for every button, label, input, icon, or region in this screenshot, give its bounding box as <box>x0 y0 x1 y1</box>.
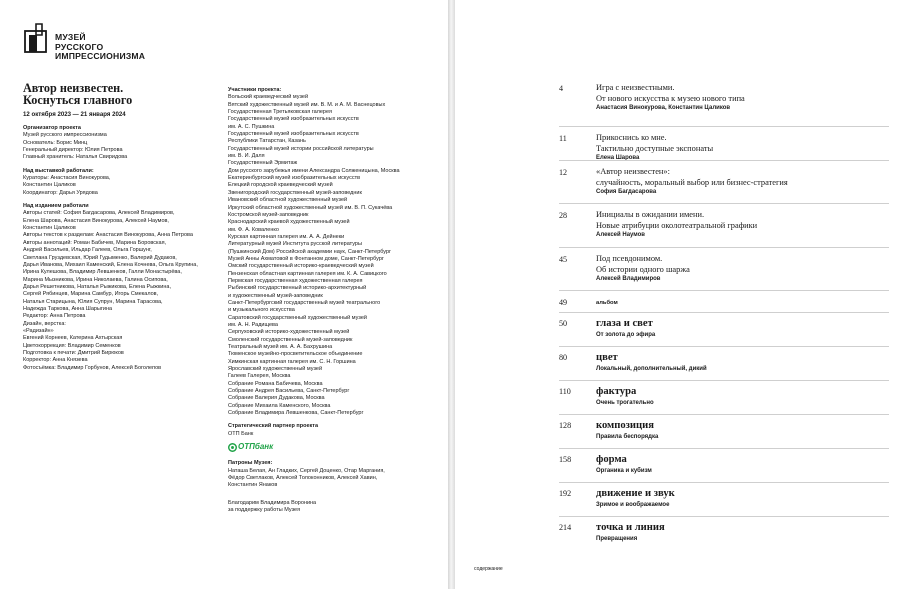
toc-article-entry <box>559 160 889 203</box>
credits-line: Корректор: Анна Князева <box>23 357 88 364</box>
patron-line: Фёдор Светлаков, Алексей Толоконников, Алексей Хавин, <box>228 474 378 481</box>
museum-logo <box>24 23 146 62</box>
participant-item: Рыбинский государственный историко-архитектурный <box>228 285 367 292</box>
title-line: Коснуться главного <box>23 93 133 108</box>
credits-line: Ирина Кулешова, Владимир Левшенков, Галли Монастырёва, <box>23 269 182 276</box>
participant-item: и музыкального искусства <box>228 307 295 314</box>
toc-article-title-line: Прикоснись ко мне. <box>596 133 667 142</box>
otp-bank-logo <box>228 441 443 453</box>
logo-line: ИМПРЕССИОНИЗМА <box>55 51 146 62</box>
participant-item: Собрание Валерия Дудакова, Москва <box>228 395 325 402</box>
toc-article-title-line: От нового искусства к музею нового типа <box>596 93 745 103</box>
participant-item: Костромской музей-заповедник <box>228 211 309 218</box>
participant-item: Республики Татарстан, Казань <box>228 138 306 145</box>
toc-page-number: 28 <box>559 211 568 220</box>
credits-line: Надежда Таркова, Анна Шарыгина <box>23 305 113 312</box>
participant-item: Государственный музей истории российской литературы <box>228 145 374 152</box>
credits-column <box>23 125 228 378</box>
toc-page-number: 110 <box>559 387 571 396</box>
participant-item: им. А. Н. Радищева <box>228 322 278 328</box>
credits-line: Дарья Решетникова, Наталья Рыжикова, Елена Рыжкина, <box>23 283 171 290</box>
toc-article-title-line: Новые атрибуции околотеатральной графики <box>596 220 758 230</box>
toc-article-body <box>596 254 889 284</box>
toc-section-title: глаза и свет <box>596 318 653 329</box>
toc-page-number: 80 <box>559 353 568 362</box>
toc-page-number: 45 <box>559 255 568 264</box>
toc-section-entry <box>559 516 889 550</box>
participant-item: Серпуховский историко-художественный музей <box>228 329 350 336</box>
credits-line: Генеральный директор: Юлия Петрова <box>23 147 123 154</box>
credits-line: Дизайн, верстка: <box>23 320 66 327</box>
table-of-contents <box>559 83 889 550</box>
toc-page-number: 11 <box>559 134 567 143</box>
patron-line: Наташа Белая, Ан Гладких, Сергей Доценко, Отар Маргания, <box>228 467 385 474</box>
toc-article-title-line: «Автор неизвестен»: <box>596 167 670 176</box>
participant-item: Государственный музей изобразительных искусств <box>228 116 359 123</box>
exhibition-title <box>23 82 132 107</box>
participant-item: Елецкий городской краеведческий музей <box>228 182 333 189</box>
credits-line: Фотосъёмка: Владимир Горбунов, Алексей Боголепов <box>23 364 162 371</box>
toc-article-title-line: Об истории одного шаржа <box>596 264 690 274</box>
logo-line: МУЗЕЙ <box>55 32 86 42</box>
toc-article-title-line: случайность, моральный выбор или бизнес-стратегия <box>596 177 788 187</box>
thanks-line: за поддержку работы Музея <box>228 506 301 513</box>
toc-section-entry <box>559 346 889 380</box>
participant-item: Иркутский областной художественный музей им. В. П. Сукачёва <box>228 204 393 211</box>
toc-article-author: Анастасия Винокурова, Константин Цаликов <box>596 105 731 112</box>
toc-page-number: 128 <box>559 421 572 430</box>
participant-item: Санкт-Петербургский государственный музей театрального <box>228 299 381 306</box>
toc-page-number: 50 <box>559 319 568 328</box>
toc-section-subtitle: Зримое и воображаемое <box>596 501 670 508</box>
credits-block <box>23 168 228 197</box>
credits-line: Марина Мызникова, Ирина Николаева, Галина Осипова, <box>23 276 168 283</box>
credits-line: Подготовка к печати: Дмитрий Бирюков <box>23 349 124 356</box>
patrons-list <box>228 468 443 490</box>
credits-block <box>23 203 228 372</box>
toc-article-title-line: Тактильно доступные экспонаты <box>596 143 714 153</box>
toc-section-subtitle: Правила беспорядка <box>596 433 659 440</box>
toc-section-body <box>596 318 889 339</box>
toc-section-title: композиция <box>596 420 654 431</box>
participant-item: Пермская государственная художественная галерея <box>228 277 363 284</box>
credits-line: Сергей Рябинцев, Марина Самбур, Игорь Смекалов, <box>23 291 159 298</box>
credits-line: Цветокоррекция: Владимир Семенков <box>23 342 121 349</box>
toc-article-title-line: Игра с неизвестными. <box>596 83 675 92</box>
participant-item: Дом русского зарубежья имени Александра Солженицына, Москва <box>228 167 400 174</box>
participant-item: Химкинская картинная галерея им. С. Н. Горшина <box>228 358 356 365</box>
credits-line: Андрей Васильев, Ильдар Галеев, Ольга Горшунг, <box>23 247 152 254</box>
credits-line: Константин Цаликов <box>23 225 76 232</box>
toc-article-entry <box>559 203 889 247</box>
participant-item: Ивановский областной художественный музей <box>228 197 348 204</box>
participant-item: Государственный музей изобразительных искусств <box>228 131 359 138</box>
toc-article-entry <box>559 126 889 160</box>
participant-item: Музей Анны Ахматовой в Фонтанном доме, Санкт-Петербург <box>228 255 384 262</box>
participant-item: Галеев Галерея, Москва <box>228 373 291 380</box>
credits-line: Главный хранитель: Наталья Свиридова <box>23 154 128 161</box>
exhibition-dates: 12 октября 2023 — 21 января 2024 <box>23 111 126 118</box>
patron-line: Константин Янаков <box>228 482 278 489</box>
participant-item: Литературный музей Института русской литературы <box>228 241 362 248</box>
credits-line: Основатель: Борис Минц <box>23 139 88 146</box>
toc-album-entry <box>559 290 889 312</box>
toc-section-title: фактура <box>596 386 637 397</box>
toc-section-subtitle: Превращения <box>596 535 638 542</box>
participants-heading: Участники проекта: <box>228 87 282 93</box>
toc-section-entry <box>559 380 889 414</box>
credits-heading: Над изданием работали <box>23 203 89 210</box>
toc-section-title: точка и линия <box>596 522 665 533</box>
participant-item: Звенигородский государственный музей-заповедник <box>228 189 362 196</box>
participant-item: Собрание Андрея Васильева, Санкт-Петербург <box>228 388 350 395</box>
toc-article-body <box>596 133 889 163</box>
toc-section-body <box>596 386 889 407</box>
toc-page-number: 192 <box>559 489 572 498</box>
toc-section-title: форма <box>596 454 627 465</box>
toc-article-author: Елена Шарова <box>596 155 640 162</box>
partner-heading: Стратегический партнер проекта <box>228 423 319 430</box>
toc-section-subtitle: Органика и кубизм <box>596 467 652 474</box>
participant-item: и художественный музей-заповедник <box>228 292 323 299</box>
participant-item: Смоленский государственный музей-заповедник <box>228 336 353 343</box>
toc-section-title: цвет <box>596 352 618 363</box>
toc-section-body <box>596 454 889 475</box>
toc-section-body <box>596 488 889 509</box>
participant-item: Омский государственный историко-краеведческий музей <box>228 263 374 270</box>
toc-article-author: София Багдасарова <box>596 189 657 196</box>
toc-section-subtitle: Очень трогательно <box>596 399 654 406</box>
credits-heading: Организатор проекта <box>23 125 81 131</box>
toc-section-entry <box>559 312 889 346</box>
credits-block <box>23 125 228 162</box>
partner-name: ОТП Банк <box>228 430 254 437</box>
credits-line: Кураторы: Анастасия Винокурова, <box>23 175 111 182</box>
toc-section-entry <box>559 448 889 482</box>
toc-article-author: Алексей Наумов <box>596 232 645 239</box>
toc-page-number: 12 <box>559 168 568 177</box>
toc-page-number: 214 <box>559 523 572 532</box>
participant-item: Вятский художественный музей им. В. М. и А. М. Васнецовых <box>228 101 386 108</box>
participant-item: (Пушкинский Дом) Российской академии наук, Санкт-Петербург <box>228 248 392 255</box>
toc-page-number: 158 <box>559 455 572 464</box>
toc-article-author: Алексей Владимиров <box>596 276 661 283</box>
toc-album-label: альбом <box>596 300 618 306</box>
left-page <box>0 0 448 589</box>
toc-article-title-line: Инициалы в ожидании имени. <box>596 210 705 219</box>
credits-line: Авторы текстов к разделам: Анастасия Винокурова, Анна Петрова <box>23 232 193 239</box>
participants-column <box>228 87 443 520</box>
credits-line: Дарья Иванова, Михаил Каменский, Елена Кочнева, Ольга Крупина, <box>23 261 198 268</box>
credits-line: Евгений Корнеев, Катерина Ахтырская <box>23 335 123 342</box>
participant-item: Пензенская областная картинная галерея им. К. А. Савицкого <box>228 270 387 277</box>
credits-line: Елена Шарова, Анастасия Винокурова, Алексей Наумов, <box>23 217 169 224</box>
credits-line: Наталья Старицына, Юлия Супрун, Марина Тарасова, <box>23 298 163 305</box>
participant-item: Саратовский государственный художественный музей <box>228 314 367 321</box>
participant-item: им. Ф. А. Коваленко <box>228 226 279 233</box>
participant-item: Собрание Романа Бабичева, Москва <box>228 380 323 387</box>
toc-article-body <box>596 210 889 240</box>
toc-section-title: движение и звук <box>596 488 675 499</box>
museum-building-icon <box>24 23 52 53</box>
patrons-heading: Патроны Музея: <box>228 460 273 467</box>
credits-line: Светлана Груздевская, Юрий Гудыменко, Валерий Дудаков, <box>23 254 177 261</box>
participant-item: Курская картинная галерея им. А. А. Дейнеки <box>228 233 345 240</box>
toc-article-body <box>596 83 889 113</box>
toc-album-body <box>596 299 889 308</box>
otp-bank-logo-text: ОТПбанк <box>238 442 274 452</box>
credits-line: Музей русского импрессионизма <box>23 132 107 139</box>
participant-item: Собрание Владимира Левшенкова, Санкт-Петербург <box>228 410 364 417</box>
participant-item: им. В. И. Даля <box>228 153 265 160</box>
otp-bank-logo-icon <box>228 443 237 452</box>
participant-item: Краснодарский краевой художественный музей <box>228 219 350 226</box>
toc-section-body <box>596 522 889 543</box>
credits-line: Авторы аннотаций: Роман Бабичев, Марина Боровская, <box>23 239 167 246</box>
participant-item: Театральный музей им. А. А. Бахрушина <box>228 344 333 351</box>
toc-section-body <box>596 420 889 441</box>
toc-page-number: 49 <box>559 298 568 307</box>
toc-section-entry <box>559 482 889 516</box>
participant-item: Вольский краеведческий музей <box>228 94 309 101</box>
toc-article-body <box>596 167 889 197</box>
book-gutter <box>448 0 455 589</box>
toc-section-subtitle: Локальный, дополнительный, дикий <box>596 365 707 372</box>
toc-section-subtitle: От золота до эфира <box>596 331 656 338</box>
toc-article-entry <box>559 83 889 126</box>
participant-item: Екатеринбургский музей изобразительных искусств <box>228 175 361 182</box>
participant-item: им. А. С. Пушкина <box>228 123 275 130</box>
participants-list <box>228 94 443 417</box>
credits-line: Редактор: Анна Петрова <box>23 313 86 320</box>
toc-article-title-line: Под псевдонимом. <box>596 254 663 263</box>
title-line: Автор неизвестен. <box>23 81 124 95</box>
toc-section-entry <box>559 414 889 448</box>
toc-article-entry <box>559 247 889 290</box>
credits-heading: Над выставкой работали: <box>23 167 94 174</box>
credits-line: Константин Цаликов <box>23 182 76 189</box>
participant-item: Государственная Третьяковская галерея <box>228 109 333 116</box>
museum-logo-text <box>55 33 145 62</box>
participant-item: Ярославский художественный музей <box>228 366 323 373</box>
participant-item: Государственный Эрмитаж <box>228 160 298 167</box>
credits-line: Координатор: Дарья Урядова <box>23 189 98 196</box>
toc-page-number: 4 <box>559 84 564 93</box>
credits-line: Авторы статей: София Багдасарова, Алексей Владимиров, <box>23 210 175 217</box>
right-page <box>455 0 900 589</box>
credits-line: «Радизайн» <box>23 327 54 334</box>
toc-section-body <box>596 352 889 373</box>
participant-item: Собрание Михаила Каменского, Москва <box>228 402 331 409</box>
logo-line: РУССКОГО <box>55 41 104 52</box>
footer-label: содержание <box>474 566 503 572</box>
thanks-line: Благодарим Владимира Воронина <box>228 499 317 506</box>
participant-item: Тюменское музейно-просветительское объединение <box>228 351 363 358</box>
